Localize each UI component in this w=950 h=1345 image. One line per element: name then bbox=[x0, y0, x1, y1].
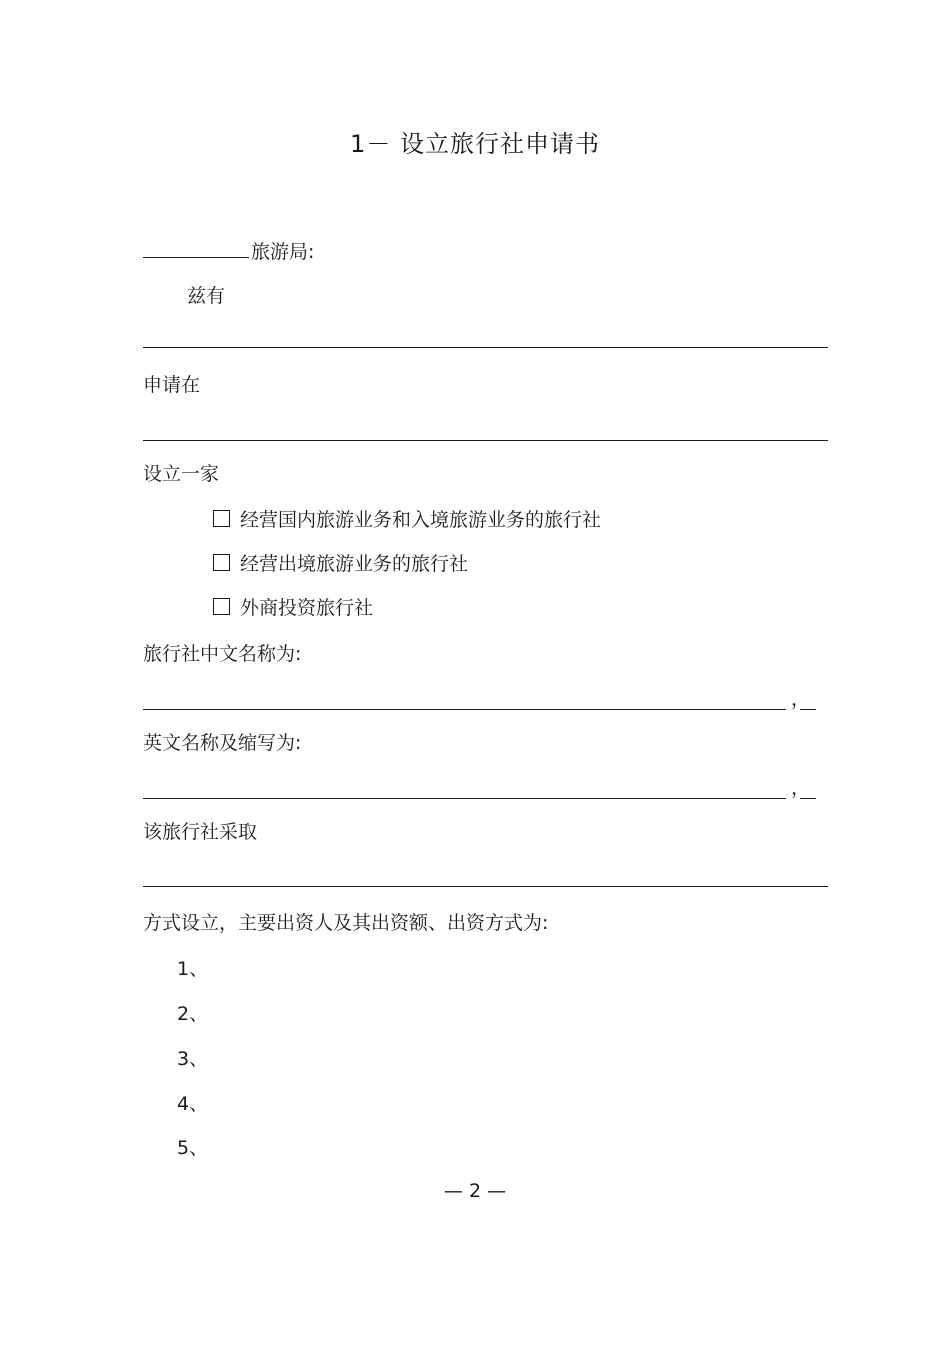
adopt-method-blank-line[interactable] bbox=[143, 886, 828, 887]
addressee-line bbox=[143, 239, 314, 265]
cn-name-tail-line bbox=[800, 709, 816, 710]
addressee-label: 旅游局: bbox=[251, 241, 315, 263]
apply-in-text: 申请在 bbox=[143, 374, 201, 396]
location-blank-line[interactable] bbox=[143, 440, 828, 441]
document-title: 1－ 设立旅行社申请书 bbox=[350, 130, 600, 158]
investor-item: 5、 bbox=[177, 1137, 209, 1159]
option-item[interactable] bbox=[213, 551, 468, 577]
en-name-blank-line[interactable] bbox=[143, 798, 786, 799]
option-label: 经营出境旅游业务的旅行社 bbox=[240, 553, 469, 575]
option-label: 经营国内旅游业务和入境旅游业务的旅行社 bbox=[240, 509, 602, 531]
option-item[interactable] bbox=[213, 595, 373, 621]
en-name-comma: ， bbox=[791, 777, 811, 799]
checkbox-icon[interactable] bbox=[213, 598, 230, 615]
option-label: 外商投资旅行社 bbox=[240, 597, 374, 619]
establish-text: 设立一家 bbox=[143, 463, 220, 485]
applicant-blank-line[interactable] bbox=[143, 347, 828, 348]
investor-item: 3、 bbox=[177, 1048, 209, 1070]
cn-name-comma: ， bbox=[791, 688, 811, 710]
page-number: — 2 — bbox=[443, 1180, 507, 1202]
investor-item: 2、 bbox=[177, 1003, 209, 1025]
method-label: 方式设立，主要出资人及其出资额、出资方式为: bbox=[143, 912, 549, 934]
cn-name-label: 旅行社中文名称为: bbox=[143, 643, 302, 665]
option-item[interactable] bbox=[213, 507, 601, 533]
adopt-label: 该旅行社采取 bbox=[143, 821, 258, 843]
checkbox-icon[interactable] bbox=[213, 554, 230, 571]
en-name-tail-line bbox=[800, 798, 816, 799]
investor-item: 1、 bbox=[177, 958, 209, 980]
cn-name-blank-line[interactable] bbox=[143, 709, 786, 710]
zi-you-text: 兹有 bbox=[187, 285, 226, 307]
en-name-label: 英文名称及缩写为: bbox=[143, 732, 302, 754]
investor-item: 4、 bbox=[177, 1093, 209, 1115]
bureau-name-blank[interactable] bbox=[143, 239, 249, 258]
checkbox-icon[interactable] bbox=[213, 510, 230, 527]
